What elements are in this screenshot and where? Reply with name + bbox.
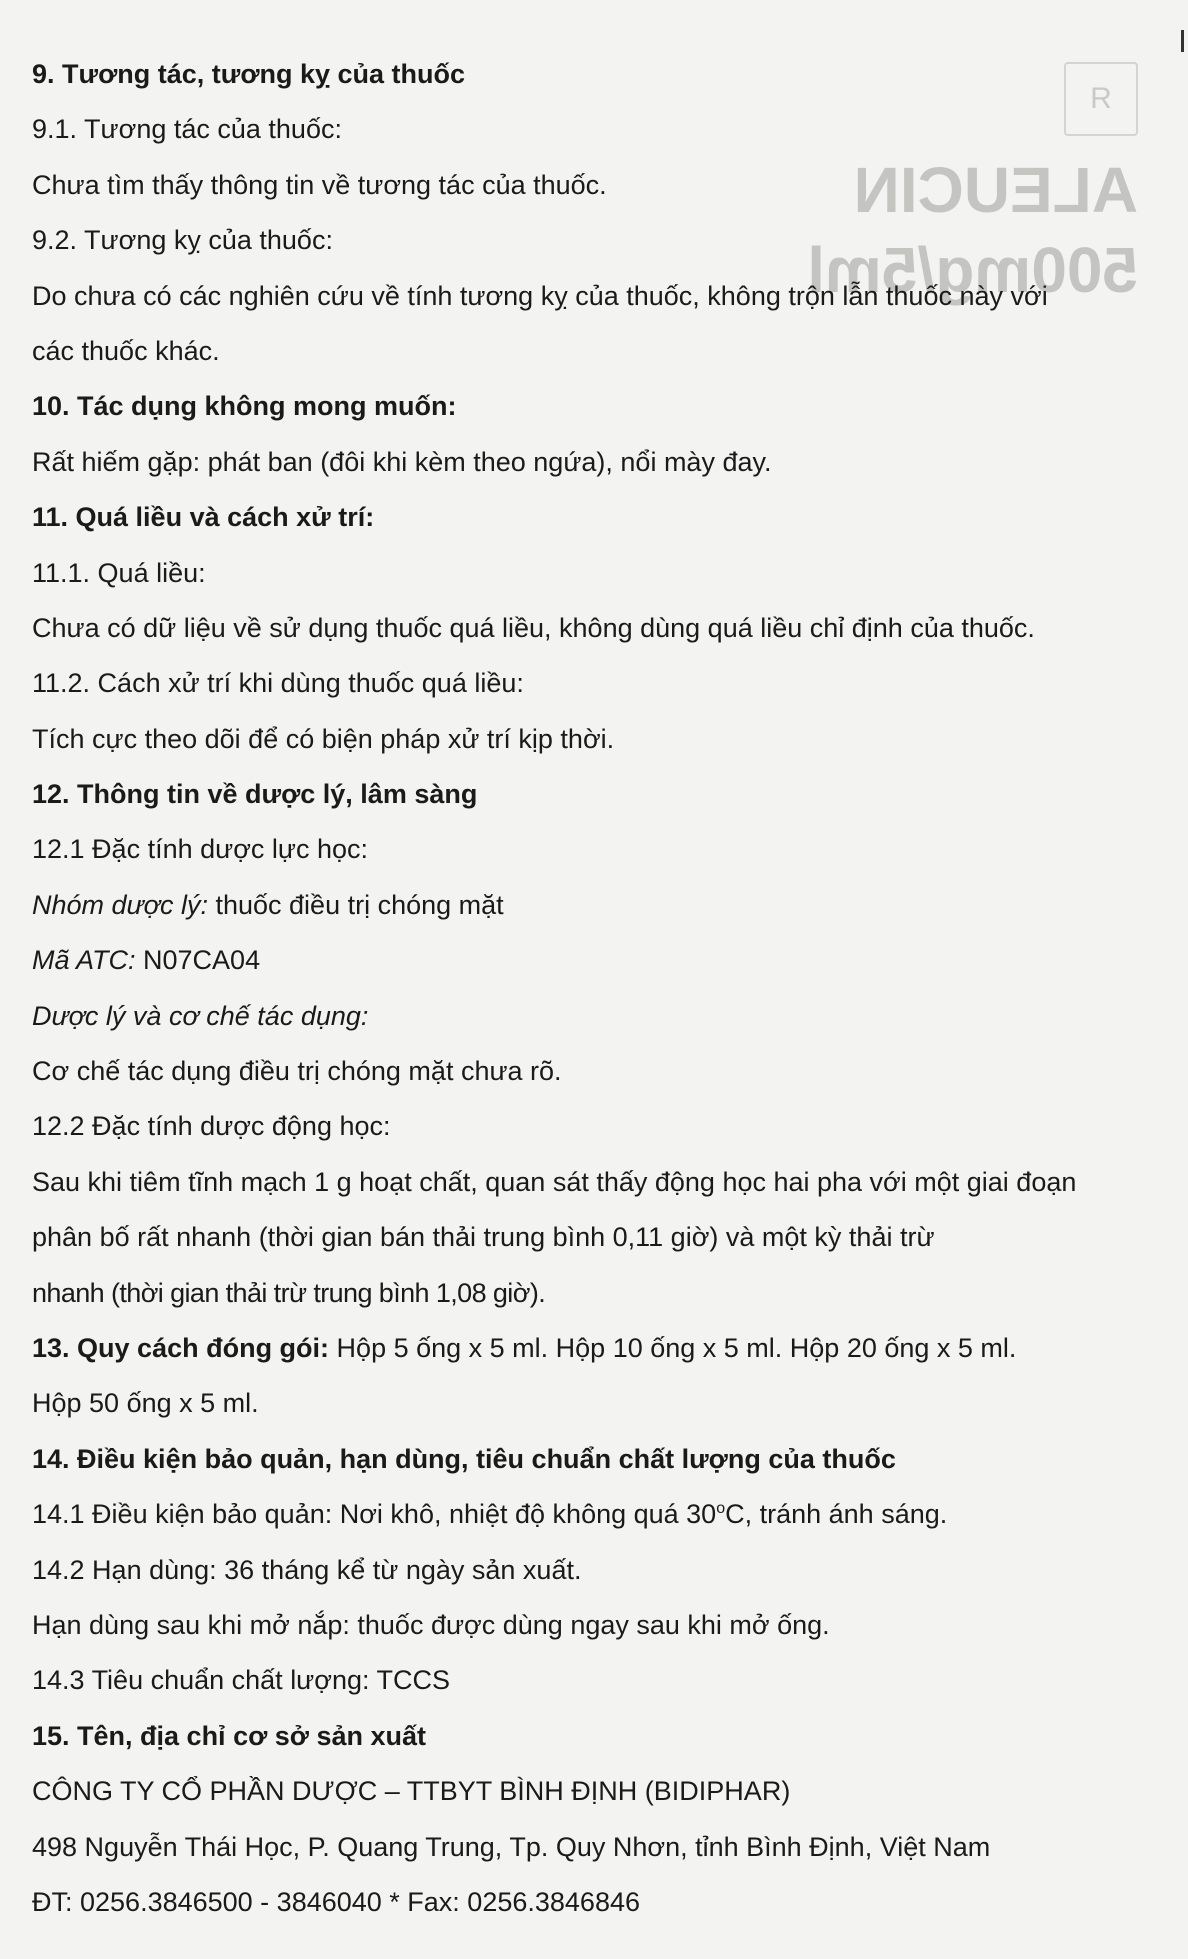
line-s12-b: 12. Thông tin về dược lý, lâm sàng <box>32 779 478 810</box>
line-s12_1a-i: Nhóm dược lý: <box>32 889 208 920</box>
line-s10-b: 10. Tác dụng không mong muốn: <box>32 391 457 422</box>
line-s12_1 <box>32 827 1152 882</box>
rx-symbol-text: R <box>1090 82 1112 115</box>
line-s9_2 <box>32 218 1152 273</box>
line-s11_1a-t: Chưa có dữ liệu về sử dụng thuốc quá liều, không dùng quá liều chỉ định của thuốc. <box>32 612 1035 643</box>
line-s11_1 <box>32 551 1152 606</box>
line-s13a-t: Hộp 50 ống x 5 ml. <box>32 1388 259 1419</box>
line-s11_2-t: 11.2. Cách xử trí khi dùng thuốc quá liều: <box>32 668 524 699</box>
page-edge-mark <box>1181 30 1184 52</box>
line-s14_2-t: 14.2 Hạn dùng: 36 tháng kể từ ngày sản xuất. <box>32 1554 582 1585</box>
line-s12_2 <box>32 1104 1152 1159</box>
line-s12_1d <box>32 1049 1152 1104</box>
line-s12_1c-i: Dược lý và cơ chế tác dụng: <box>32 1000 369 1031</box>
line-s15a <box>32 1769 1152 1824</box>
line-s9_1 <box>32 107 1152 162</box>
leaflet-text <box>32 52 1152 1935</box>
line-s14_2a <box>32 1603 1152 1658</box>
line-s12_2c <box>32 1271 1152 1326</box>
line-s13-b: 13. Quy cách đóng gói: <box>32 1332 330 1363</box>
line-s12_2a-t: Sau khi tiêm tĩnh mạch 1 g hoạt chất, quan sát thấy động học hai pha với một giai đoạn <box>32 1166 1077 1197</box>
line-s11_1a <box>32 606 1152 661</box>
line-s11_2a-t: Tích cực theo dõi để có biện pháp xử trí kịp thời. <box>32 723 615 754</box>
line-s12_1d-t: Cơ chế tác dụng điều trị chóng mặt chưa rõ. <box>32 1056 562 1087</box>
line-s14-b: 14. Điều kiện bảo quản, hạn dùng, tiêu chuẩn chất lượng của thuốc <box>32 1443 896 1474</box>
line-s12_1a-t: thuốc điều trị chóng mặt <box>207 889 504 920</box>
line-s12_1a <box>32 883 1152 938</box>
line-s13 <box>32 1326 1152 1381</box>
line-s9 <box>32 52 1152 107</box>
line-s15b-t: 498 Nguyễn Thái Học, P. Quang Trung, Tp. Quy Nhơn, tỉnh Bình Định, Việt Nam <box>32 1831 991 1862</box>
line-s9_2a <box>32 274 1152 329</box>
line-s15-b: 15. Tên, địa chỉ cơ sở sản xuất <box>32 1720 427 1751</box>
line-s9_2-t: 9.2. Tương kỵ của thuốc: <box>32 225 333 256</box>
line-s12_2c-t: nhanh (thời gian thải trừ trung bình 1,08 giờ). <box>32 1277 546 1308</box>
line-s12_1b-t: N07CA04 <box>135 945 261 976</box>
line-s11_2a <box>32 717 1152 772</box>
line-s13a <box>32 1381 1152 1436</box>
line-s12_2b <box>32 1215 1152 1270</box>
line-s12_2a <box>32 1160 1152 1215</box>
line-s12_1b <box>32 938 1152 993</box>
line-s12_1c <box>32 994 1152 1049</box>
line-s14_1-sup: o <box>716 1500 726 1518</box>
line-s10a <box>32 440 1152 495</box>
line-s14_3-t: 14.3 Tiêu chuẩn chất lượng: TCCS <box>32 1665 451 1696</box>
line-s15a-t: CÔNG TY CỔ PHẦN DƯỢC – TTBYT BÌNH ĐỊNH (BIDIPHAR) <box>32 1776 791 1807</box>
line-s10a-t: Rất hiếm gặp: phát ban (đôi khi kèm theo ngứa), nổi mày đay. <box>32 446 772 477</box>
line-s14_1-t2: C, tránh ánh sáng. <box>725 1499 948 1530</box>
line-s14_1-t: 14.1 Điều kiện bảo quản: Nơi khô, nhiệt độ không quá 30 <box>32 1499 717 1530</box>
line-s12 <box>32 772 1152 827</box>
line-s12_1-t: 12.1 Đặc tính dược lực học: <box>32 834 369 865</box>
line-s14_1 <box>32 1492 1152 1547</box>
line-s9_2b <box>32 329 1152 384</box>
line-s15 <box>32 1714 1152 1769</box>
line-s11 <box>32 495 1152 550</box>
line-s11_1-t: 11.1. Quá liều: <box>32 557 206 588</box>
line-s9-b: 9. Tương tác, tương kỵ của thuốc <box>32 59 466 89</box>
line-s11-b: 11. Quá liều và cách xử trí: <box>32 502 375 533</box>
line-s13-t: Hộp 5 ống x 5 ml. Hộp 10 ống x 5 ml. Hộp 20 ống x 5 ml. <box>329 1332 1017 1363</box>
line-s12_2-t: 12.2 Đặc tính dược động học: <box>32 1111 391 1142</box>
line-s11_2 <box>32 661 1152 716</box>
line-s9_1a <box>32 163 1152 218</box>
line-s10 <box>32 384 1152 439</box>
line-s9_1a-t: Chưa tìm thấy thông tin về tương tác của thuốc. <box>32 169 607 200</box>
line-s14_2a-t: Hạn dùng sau khi mở nắp: thuốc được dùng ngay sau khi mở ống. <box>32 1609 830 1640</box>
reverse-side-title: ALEUCIN 500mg/5ml <box>807 154 1138 306</box>
line-s14 <box>32 1437 1152 1492</box>
line-s12_2b-t: phân bố rất nhanh (thời gian bán thải trung bình 0,11 giờ) và một kỳ thải trừ <box>32 1222 935 1253</box>
line-s12_1b-i: Mã ATC: <box>32 945 136 976</box>
line-s9_1-t: 9.1. Tương tác của thuốc: <box>32 114 342 145</box>
line-s9_2b-t: các thuốc khác. <box>32 335 220 366</box>
line-s15b <box>32 1825 1152 1880</box>
line-s15c <box>32 1880 1152 1935</box>
line-s15c-t: ĐT: 0256.3846500 - 3846040 * Fax: 0256.3846846 <box>32 1886 640 1917</box>
line-s14_2 <box>32 1548 1152 1603</box>
line-s9_2a-t: Do chưa có các nghiên cứu về tính tương kỵ của thuốc, không trộn lẫn thuốc này với <box>32 280 1048 311</box>
line-s14_3 <box>32 1658 1152 1713</box>
